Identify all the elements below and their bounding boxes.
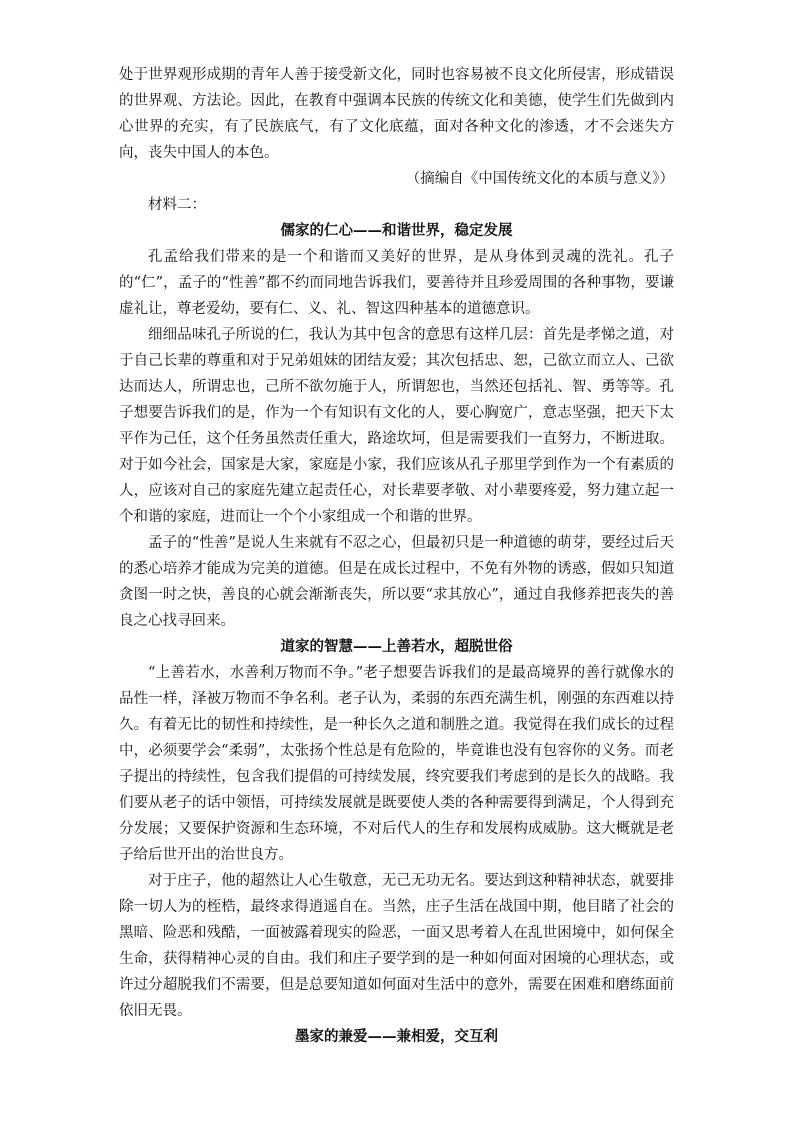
paragraph: 孟子的“性善”是说人生来就有不忍之心，但最初只是一种道德的萌芽，要经过后天的悉心培养才能成为完美的道德。但是在成长过程中，不免有外物的诱惑，假如只知道贪图一时之快，善良的心就会渐渐丧失，所以要“求其放心”，通过自我修养把丧失的善良之心找寻回来。 xyxy=(119,535,674,629)
paragraph: 细细品味孔子所说的仁，我认为其中包含的意思有这样几层：首先是孝悌之道，对于自己长辈的尊重和对于兄弟姐妹的团结友爱；其次包括忠、恕，己欲立而立人、己欲达而达人，所谓忠也，己所不欲勿施于人，所谓恕也，当然还包括礼、智、勇等等。孔子想要告诉我们的是，作为一个有知识有文化的人，要心胸宽广，意志坚强，把天下太平作为己任，这个任务虽然责任重大，路途坎坷，但是需要我们一直努力，不断进取。对于如今社会，国家是大家，家庭是小家，我们应该从孔子那里学到作为一个有素质的人，应该对自己的家庭先建立起责任心，对长辈要孝敬、对小辈要疼爱，努力建立起一个和谐的家庭，进而让一个个小家组成一个和谐的世界。 xyxy=(119,327,674,525)
section-heading: 儒家的仁心——和谐世界，稳定发展 xyxy=(280,222,513,239)
paragraph: 处于世界观形成期的青年人善于接受新文化，同时也容易被不良文化所侵害，形成错误的世界观、方法论。因此，在教育中强调本民族的传统文化和美德，使学生们先做到内心世界的充实，有了民族底气，有了文化底蕴，面对各种文化的渗透，才不会迷失方向，丧失中国人的本色。 xyxy=(119,67,674,161)
material-label: 材料二： xyxy=(148,197,206,213)
section-heading: 墨家的兼爱——兼相爱，交互利 xyxy=(295,1028,498,1045)
paragraph: 孔孟给我们带来的是一个和谐而又美好的世界，是从身体到灵魂的洗礼。孔子的“仁”，孟子的“性善”都不约而同地告诉我们，要善待并且珍爱周围的各种事物，要谦虚礼让，尊老爱幼，要有仁、义、礼、智这四种基本的道德意识。 xyxy=(119,249,674,317)
paragraph: “上善若水，水善利万物而不争。”老子想要告诉我们的是最高境界的善行就像水的品性一样，泽被万物而不争名利。老子认为，柔弱的东西充满生机，刚强的东西难以持久。有着无比的韧性和持续性，是一种长久之道和制胜之道。我觉得在我们成长的过程中，必须要学会“柔弱”，太张扬个性总是有危险的，毕竟谁也没有包容你的义务。而老子提出的持续性，包含我们提倡的可持续发展，终究要我们考虑到的是长久的战略。我们要从老子的话中领悟，可持续发展就是既要使人类的各种需要得到满足，个人得到充分发展；又要保护资源和生态环境，不对后代人的生存和发展构成威胁。这大概就是老子给后世开出的治世良方。 xyxy=(119,665,674,863)
document-content xyxy=(119,62,674,1050)
source-citation: （摘编自《中国传统文化的本质与意义》） xyxy=(405,171,674,187)
paragraph: 对于庄子，他的超然让人心生敬意，无己无功无名。要达到这种精神状态，就要排除一切人为的桎梏，最终求得逍遥自在。当然，庄子生活在战国中期，他目睹了社会的黑暗、险恶和残酷，一面被露着现实的险恶，一面又思考着人在乱世困境中，如何保全生命，获得精神心灵的自由。我们和庄子要学到的是一种如何面对困境的心理状态，或许过分超脱我们不需要，但是总要知道如何面对生活中的意外，需要在困难和磨练面前依旧无畏。 xyxy=(119,873,674,1019)
section-heading: 道家的智慧——上善若水，超脱世俗 xyxy=(280,638,513,655)
